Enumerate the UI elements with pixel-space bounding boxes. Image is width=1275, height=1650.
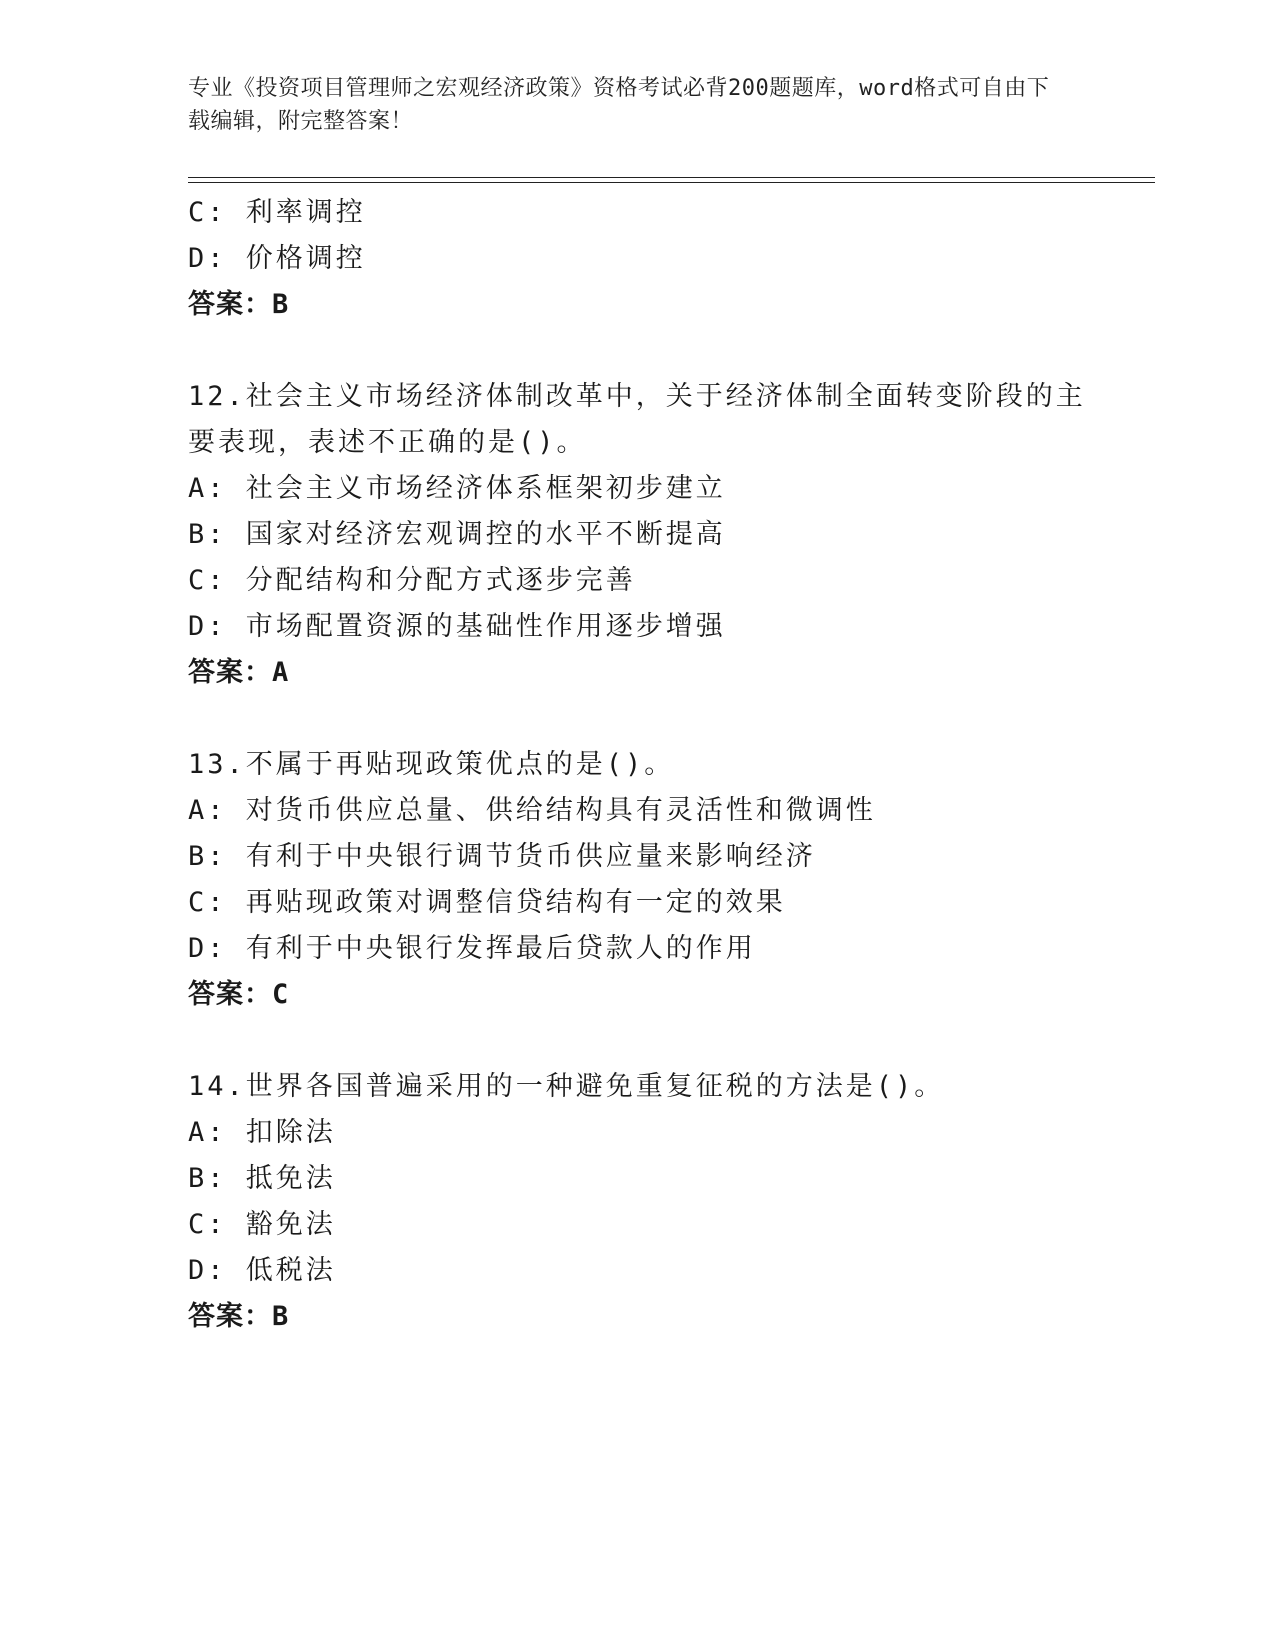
question-12 [188, 374, 1088, 696]
option-b: B: 有利于中央银行调节货币供应量来影响经济 [188, 841, 816, 872]
question-stem: 12.社会主义市场经济体制改革中，关于经济体制全面转变阶段的主要表现，表述不正确的是()。 [188, 381, 1086, 458]
spacer [188, 696, 1088, 742]
question-stem: 13.不属于再贴现政策优点的是()。 [188, 749, 675, 780]
question-13 [188, 742, 1088, 1018]
spacer [188, 328, 1088, 374]
question-stem: 14.世界各国普遍采用的一种避免重复征税的方法是()。 [188, 1071, 945, 1102]
spacer [188, 1018, 1088, 1064]
option-c: C: 利率调控 [188, 197, 366, 228]
header-rule-bottom [188, 182, 1155, 183]
option-d: D: 有利于中央银行发挥最后贷款人的作用 [188, 933, 756, 964]
option-d: D: 低税法 [188, 1255, 336, 1286]
option-c: C: 豁免法 [188, 1209, 336, 1240]
option-a: A: 对货币供应总量、供给结构具有灵活性和微调性 [188, 795, 876, 826]
option-c: C: 分配结构和分配方式逐步完善 [188, 565, 636, 596]
option-d: D: 价格调控 [188, 243, 366, 274]
header-rule-top [188, 177, 1155, 178]
document-body [188, 190, 1088, 1340]
option-b: B: 抵免法 [188, 1163, 336, 1194]
option-a: A: 扣除法 [188, 1117, 336, 1148]
question-14 [188, 1064, 1088, 1340]
page-header: 专业《投资项目管理师之宏观经济政策》资格考试必背200题题库，word格式可自由下载编辑，附完整答案！ [188, 76, 1050, 134]
answer-line: 答案：A [188, 657, 290, 688]
option-c: C: 再贴现政策对调整信贷结构有一定的效果 [188, 887, 786, 918]
option-a: A: 社会主义市场经济体系框架初步建立 [188, 473, 726, 504]
option-d: D: 市场配置资源的基础性作用逐步增强 [188, 611, 726, 642]
answer-line: 答案：B [188, 289, 290, 320]
option-b: B: 国家对经济宏观调控的水平不断提高 [188, 519, 726, 550]
answer-line: 答案：C [188, 979, 290, 1010]
answer-line: 答案：B [188, 1301, 290, 1332]
previous-question-tail [188, 190, 1088, 328]
